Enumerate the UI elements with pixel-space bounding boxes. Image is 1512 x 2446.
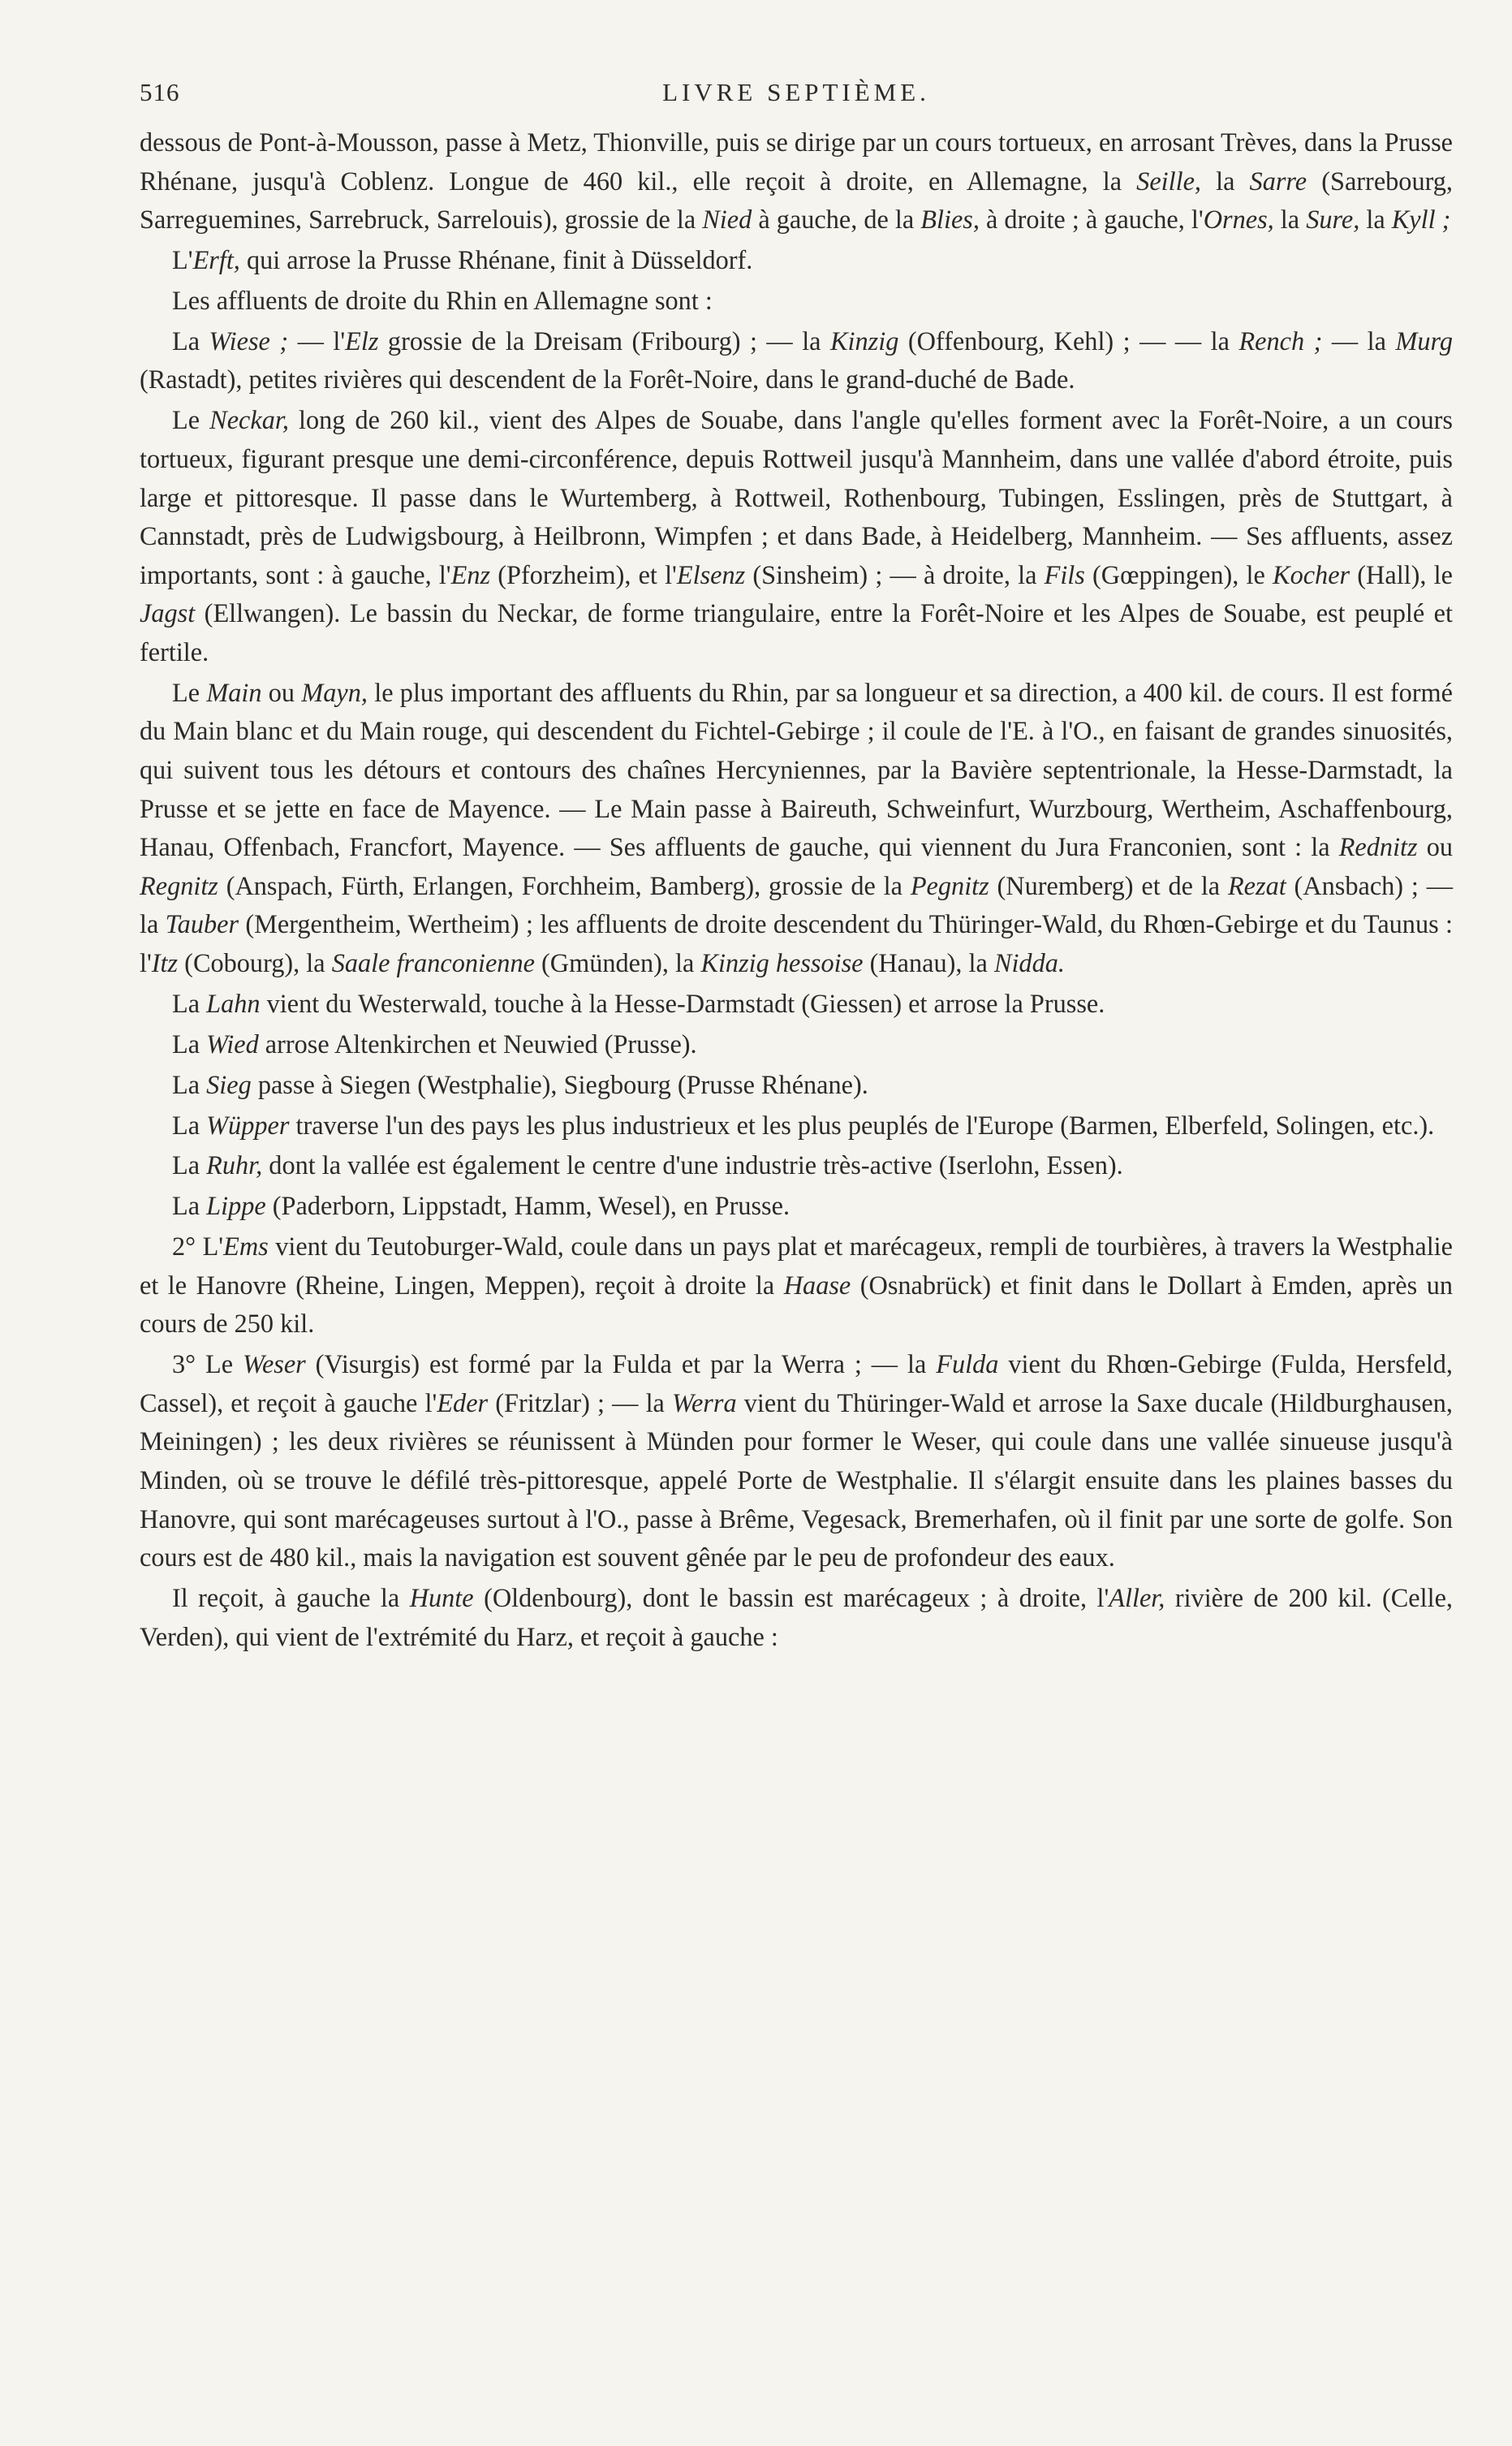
italic-text: Ornes, — [1203, 205, 1274, 235]
text-run: Le — [172, 405, 210, 435]
text-run: (Gœppingen), le — [1084, 559, 1273, 589]
text-run: la — [1200, 166, 1250, 196]
italic-text: Ems — [223, 1232, 269, 1262]
text-run: arrose Altenkirchen et Neuwied (Prusse). — [258, 1029, 697, 1059]
text-run: La — [172, 1110, 207, 1140]
text-run: (Sinsheim) ; — à droite, la — [745, 559, 1045, 589]
italic-text: Mayn, — [301, 677, 368, 707]
text-run: (Paderborn, Lippstadt, Hamm, Wesel), en Prusse. — [265, 1191, 790, 1221]
text-run: — l' — [288, 326, 346, 356]
page-number: 516 — [140, 78, 180, 106]
italic-text: Saale franconienne — [331, 947, 535, 977]
text-run: vient du Westerwald, touche à la Hesse-Darmstadt (Giessen) et arrose la Prusse. — [260, 988, 1105, 1018]
italic-text: Elz — [345, 326, 379, 356]
text-run: La — [172, 1191, 207, 1221]
paragraph — [140, 241, 1453, 280]
paragraph — [140, 674, 1453, 983]
text-run: (Rastadt), petites rivières qui descendent de la Forêt-Noire, dans le grand-duché de Bade. — [140, 365, 1075, 395]
paragraph — [140, 1345, 1453, 1577]
running-title: LIVRE SEPTIÈME. — [662, 78, 930, 106]
italic-text: Haase — [783, 1270, 851, 1300]
italic-text: Sure, — [1306, 205, 1360, 235]
text-run: (Pforzheim), et l' — [490, 559, 677, 589]
text-run: long de 260 kil., vient des Alpes de Souabe, dans l'angle qu'elles forment avec la Forêt-Noire, a un cours tortueux, figurant presque une demi-circonférence, depuis Rottweil jusqu'à Mannheim, dans une vallée d'abord étroite, puis large et pittoresque. Il passe dans le Wurtemberg, à Rottweil, Rothenbourg, Tubingen, Esslingen, près de Stuttgart, à Cannstadt, près de Ludwigsbourg, à Heilbronn, Wimpfen ; et dans Bade, à Heidelberg, Mannheim. — Ses affluents, assez importants, sont : à gauche, l' — [140, 405, 1454, 589]
text-run: (Ansbach) ; — la — [140, 870, 1453, 939]
text-run: Les affluents de droite du Rhin en Allemagne sont : — [172, 285, 713, 315]
paragraph — [140, 322, 1453, 399]
italic-text: Rench ; — [1238, 326, 1323, 356]
paragraph — [140, 1187, 1453, 1226]
text-run: passe à Siegen (Westphalie), Siegbourg (Prusse Rhénane). — [251, 1069, 868, 1099]
paragraph — [140, 1025, 1453, 1064]
text-run: 3° Le — [172, 1349, 243, 1379]
text-run: La — [172, 326, 209, 356]
text-run: — la — [1322, 326, 1396, 356]
text-run: (Gmünden), la — [534, 947, 701, 977]
text-run: (Anspach, Fürth, Erlangen, Forchheim, Bamberg), grossie de la — [218, 870, 911, 900]
italic-text: Nied — [702, 205, 752, 235]
paragraph — [140, 1066, 1453, 1105]
italic-text: Elsenz — [676, 559, 746, 589]
paragraph — [140, 1227, 1453, 1344]
italic-text: Kinzig — [830, 326, 899, 356]
italic-text: Fils — [1044, 559, 1085, 589]
text-run: (Hanau), la — [863, 947, 994, 977]
italic-text: Itz — [151, 947, 179, 977]
text-run: (Sarrebourg, Sarreguemines, Sarrebruck, Sarrelouis), grossie de la — [140, 166, 1453, 235]
italic-text: Regnitz — [140, 870, 218, 900]
text-run: vient du Thüringer-Wald et arrose la Saxe ducale (Hildburghausen, Meiningen) ; les deux rivières se réunissent à Münden pour former le Weser, qui coule dans une vallée sinueuse jusqu'à Minden, où se trouve le défilé très-pittoresque, appelé Porte de Westphalie. Il s'élargit ensuite dans les plaines basses du Hanovre, qui sont marécageuses surtout à l'O., passe à Brême, Vegesack, Bremerhafen, où il finit par une sorte de golfe. Son cours est de 480 kil., mais la navigation est souvent gênée par le peu de profondeur des eaux. — [140, 1387, 1453, 1572]
text-run: vient du Teutoburger-Wald, coule dans un pays plat et marécageux, rempli de tourbières, à travers la Westphalie et le Hanovre (Rheine, Lingen, Meppen), reçoit à droite la — [140, 1232, 1453, 1300]
text-run: à gauche, de la — [752, 205, 921, 235]
text-run: dont la vallée est également le centre d'une industrie très-active (Iserlohn, Essen). — [262, 1150, 1123, 1180]
body-text — [140, 123, 1453, 1656]
text-run: (Oldenbourg), dont le bassin est marécageux ; à droite, l' — [473, 1583, 1109, 1613]
italic-text: Erft, — [192, 245, 240, 275]
text-run: Le — [172, 677, 207, 707]
text-run: Il reçoit, à gauche la — [172, 1583, 410, 1613]
italic-text: Ruhr, — [206, 1150, 263, 1180]
italic-text: Neckar, — [209, 405, 289, 435]
text-run: La — [172, 988, 207, 1018]
book-page — [140, 71, 1453, 1659]
text-run: la — [1359, 205, 1392, 235]
text-run: le plus important des affluents du Rhin, par sa longueur et sa direction, a 400 kil. de cours. Il est formé du Main blanc et du Main rouge, qui descendent du Fichtel-Gebirge ; il coule de l'E. à l'O., en faisant de grandes sinuosités, qui suivent tous les détours et contours des chaînes Hercyniennes, par la Bavière septentrionale, la Hesse-Darmstadt, la Prusse et se jette en face de Mayence. — Le Main passe à Baireuth, Schweinfurt, Wurzbourg, Wertheim, Aschaffenbourg, Hanau, Offenbach, Francfort, Mayence. — Ses affluents de gauche, qui viennent du Jura Franconien, sont : la — [140, 677, 1453, 862]
italic-text: Nidda. — [993, 947, 1065, 977]
italic-text: Wied — [206, 1029, 259, 1059]
text-run: (Osnabrück) et finit dans le Dollart à Emden, après un cours de 250 kil. — [140, 1270, 1453, 1339]
paragraph — [140, 123, 1453, 239]
text-run: la — [1273, 205, 1307, 235]
text-run: (Offenbourg, Kehl) ; — — la — [898, 326, 1239, 356]
italic-text: Lahn — [206, 988, 261, 1018]
text-run: (Ellwangen). Le bassin du Neckar, de forme triangulaire, entre la Forêt-Noire et les Alpes de Souabe, est peuplé et fertile. — [140, 598, 1453, 667]
text-run: traverse l'un des pays les plus industrieux et les plus peuplés de l'Europe (Barmen, Elberfeld, Solingen, etc.). — [289, 1110, 1435, 1140]
italic-text: Kocher — [1273, 559, 1350, 589]
paragraph — [140, 1579, 1453, 1656]
text-run: (Hall), le — [1350, 559, 1453, 589]
italic-text: Enz — [450, 559, 491, 589]
italic-text: Wiese ; — [209, 326, 289, 356]
italic-text: Wüpper — [206, 1110, 290, 1140]
italic-text: Sieg — [206, 1069, 252, 1099]
italic-text: Rednitz — [1338, 832, 1418, 862]
italic-text: Seille, — [1136, 166, 1201, 196]
text-run: grossie de la Dreisam (Fribourg) ; — la — [378, 326, 830, 356]
italic-text: Murg — [1395, 326, 1454, 356]
paragraph — [140, 985, 1453, 1024]
italic-text: Tauber — [165, 909, 239, 939]
italic-text: Kinzig hessoise — [700, 947, 864, 977]
paragraph — [140, 282, 1453, 321]
text-run: vient du Rhœn-Gebirge (Fulda, Hersfeld, Cassel), et reçoit à gauche l' — [140, 1349, 1453, 1417]
text-run: (Cobourg), la — [178, 947, 332, 977]
text-run: qui arrose la Prusse Rhénane, finit à Düsseldorf. — [239, 245, 753, 275]
text-run: ou — [261, 677, 302, 707]
text-run: La — [172, 1150, 207, 1180]
italic-text: Main — [206, 677, 262, 707]
italic-text: Aller, — [1109, 1583, 1165, 1613]
text-run: (Mergentheim, Wertheim) ; les affluents de droite descendent du Thüringer-Wald, du Rhœn-Gebirge et du Taunus : l' — [140, 909, 1453, 977]
text-run: (Fritzlar) ; — la — [488, 1387, 673, 1417]
paragraph — [140, 1146, 1453, 1185]
italic-text: Weser — [243, 1349, 306, 1379]
italic-text: Pegnitz — [910, 870, 989, 900]
italic-text: Werra — [672, 1387, 737, 1417]
italic-text: Rezat — [1227, 870, 1286, 900]
text-run: L' — [172, 245, 193, 275]
italic-text: Kyll ; — [1391, 205, 1451, 235]
text-run: à droite ; à gauche, l' — [979, 205, 1204, 235]
text-run: La — [172, 1069, 207, 1099]
text-run: ou — [1417, 832, 1454, 862]
text-run: La — [172, 1029, 207, 1059]
text-run: dessous de Pont-à-Mousson, passe à Metz, Thionville, puis se dirige par un cours tortueux, en arrosant Trèves, dans la Prusse Rhénane, jusqu'à Coblenz. Longue de 460 kil., elle reçoit à droite, en Allemagne, la — [140, 127, 1453, 196]
text-run: 2° L' — [172, 1232, 224, 1262]
italic-text: Blies, — [920, 205, 980, 235]
paragraph — [140, 401, 1453, 671]
italic-text: Eder — [437, 1387, 489, 1417]
italic-text: Sarre — [1249, 166, 1307, 196]
italic-text: Fulda — [936, 1349, 999, 1379]
italic-text: Lippe — [206, 1191, 266, 1221]
text-run: (Visurgis) est formé par la Fulda et par la Werra ; — la — [305, 1349, 937, 1379]
italic-text: Hunte — [409, 1583, 474, 1613]
italic-text: Jagst — [140, 598, 196, 628]
text-run: rivière de 200 kil. (Celle, Verden), qui vient de l'extrémité du Harz, et reçoit à gauche : — [140, 1583, 1453, 1651]
text-run: (Nuremberg) et de la — [989, 870, 1228, 900]
page-header — [140, 71, 1453, 123]
paragraph — [140, 1107, 1453, 1145]
